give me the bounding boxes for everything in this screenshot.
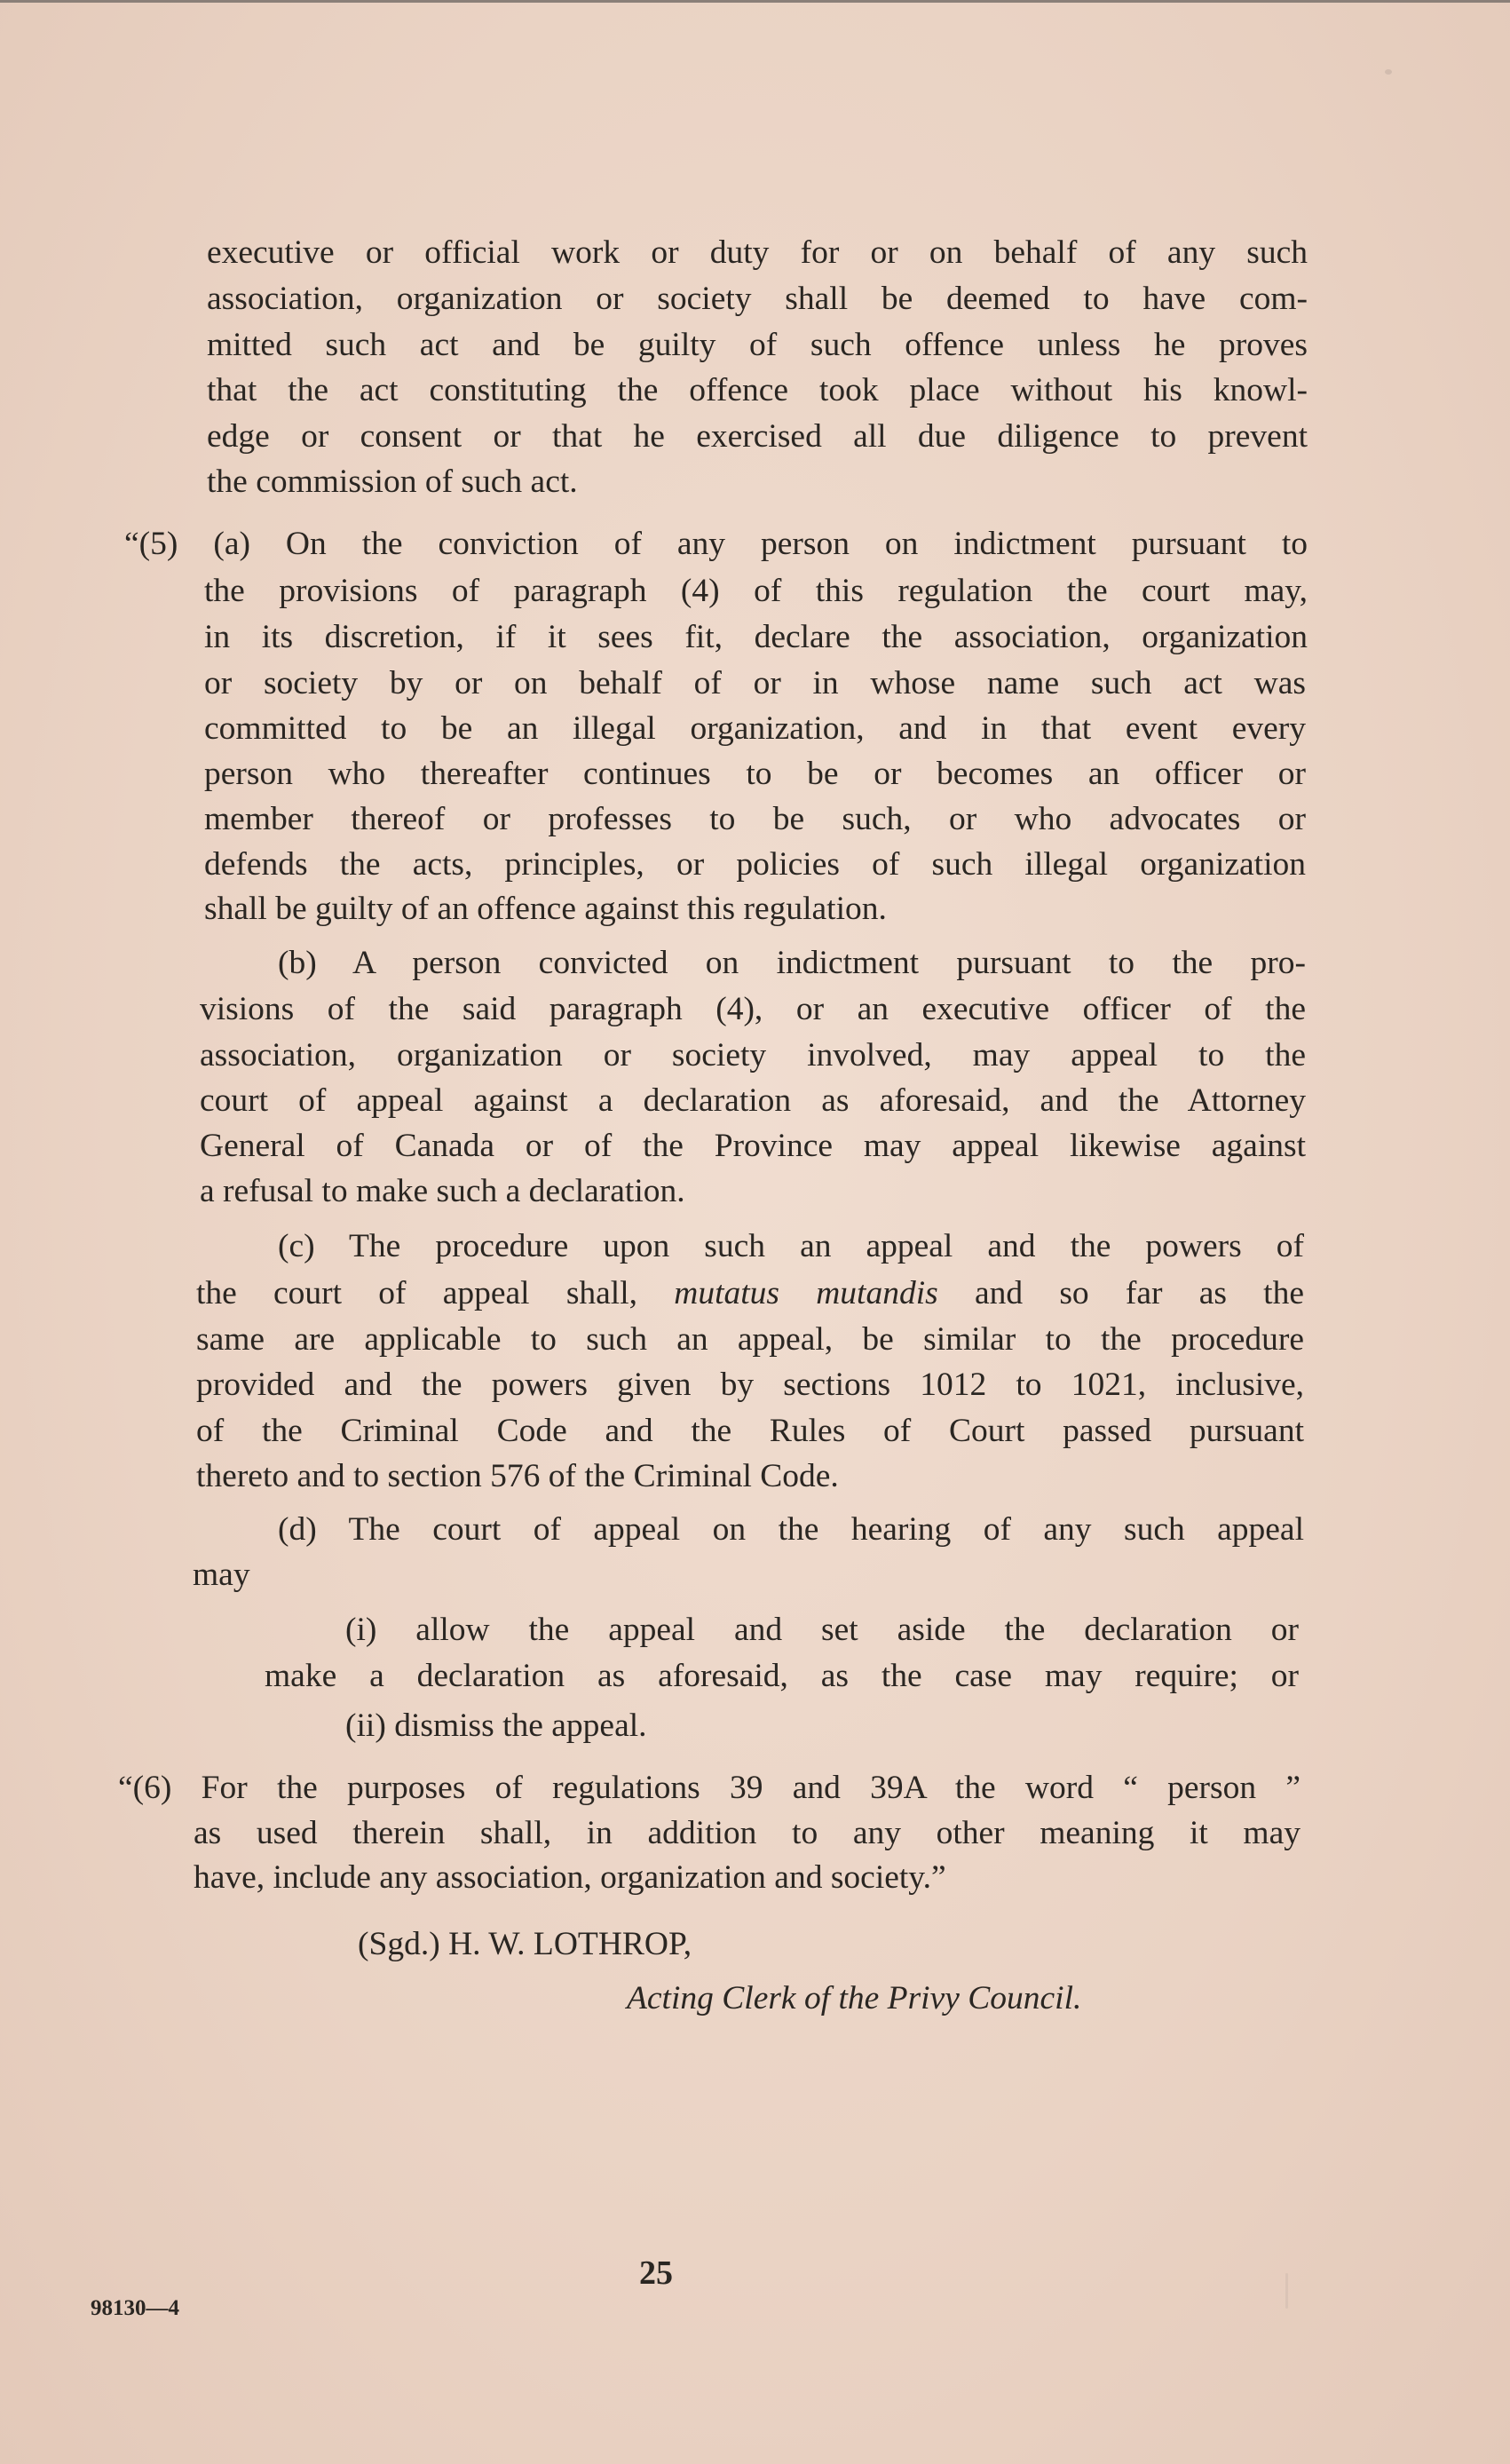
text-line: have, include any association, organization and society.” [194,1859,946,1896]
text-line: association, organization or society shall be deemed to have com- [207,281,1308,317]
text-line: may [193,1557,250,1593]
text-line: committed to be an illegal organization, and in that event every [204,710,1306,747]
text-line: edge or consent or that he exercised all due diligence to prevent [207,418,1308,455]
text-line: (b) A person convicted on indictment pursuant to the pro- [278,945,1306,981]
text-line: General of Canada or of the Province may appeal likewise against [200,1128,1306,1164]
print-code: 98130—4 [91,2296,179,2320]
text-line: shall be guilty of an offence against this regulation. [204,891,887,927]
text-line: thereto and to section 576 of the Criminal Code. [196,1458,839,1494]
text-line: that the act constituting the offence took place without his knowl- [207,372,1308,408]
text-line: association, organization or society involved, may appeal to the [200,1037,1306,1074]
signature-title: Acting Clerk of the Privy Council. [627,1980,1082,2016]
text-line: as used therein shall, in addition to any other meaning it may [194,1815,1300,1851]
text-line: mitted such act and be guilty of such offence unless he proves [207,327,1308,363]
text-line: person who thereafter continues to be or becomes an officer or [204,756,1306,792]
text-line: defends the acts, principles, or policies of such illegal organization [204,846,1306,883]
text-line: “(5) (a) On the conviction of any person on indictment pursuant to [124,526,1308,562]
text-line: the court of appeal shall, mutatus mutandis and so far as the [196,1275,1304,1311]
latin-phrase: mutatus mutandis [674,1275,938,1311]
top-edge-rule [0,0,1510,3]
text-line: the provisions of paragraph (4) of this regulation the court may, [204,573,1308,609]
text-line: the commission of such act. [207,463,578,500]
text-line: (c) The procedure upon such an appeal and the powers of [278,1228,1304,1264]
paper-speck [1285,2273,1288,2309]
paper-speck [1385,69,1392,75]
text-line: or society by or on behalf of or in whose name such act was [204,665,1306,701]
text-line: make a declaration as aforesaid, as the case may require; or [265,1658,1299,1694]
text-line: visions of the said paragraph (4), or an executive officer of the [200,991,1306,1027]
text-line: of the Criminal Code and the Rules of Court passed pursuant [196,1413,1304,1449]
signature-name: (Sgd.) H. W. LOTHROP, [358,1926,692,1962]
text-line: in its discretion, if it sees fit, declare the association, organization [204,619,1308,655]
text-line: (i) allow the appeal and set aside the declaration or [345,1612,1299,1648]
text-line: (ii) dismiss the appeal. [345,1707,647,1744]
text-line: a refusal to make such a declaration. [200,1173,685,1209]
text-line: provided and the powers given by sections 1012 to 1021, inclusive, [196,1367,1304,1403]
text-line: member thereof or professes to be such, or who advocates or [204,801,1306,837]
text-line: court of appeal against a declaration as aforesaid, and the Attorney [200,1082,1306,1119]
text-line: same are applicable to such an appeal, be similar to the procedure [196,1321,1304,1358]
page-number: 25 [639,2254,673,2292]
text-line: executive or official work or duty for or on behalf of any such [207,234,1308,271]
text-line: “(6) For the purposes of regulations 39 and 39A the word “ person ” [118,1770,1300,1806]
text-line: (d) The court of appeal on the hearing of any such appeal [278,1511,1304,1548]
